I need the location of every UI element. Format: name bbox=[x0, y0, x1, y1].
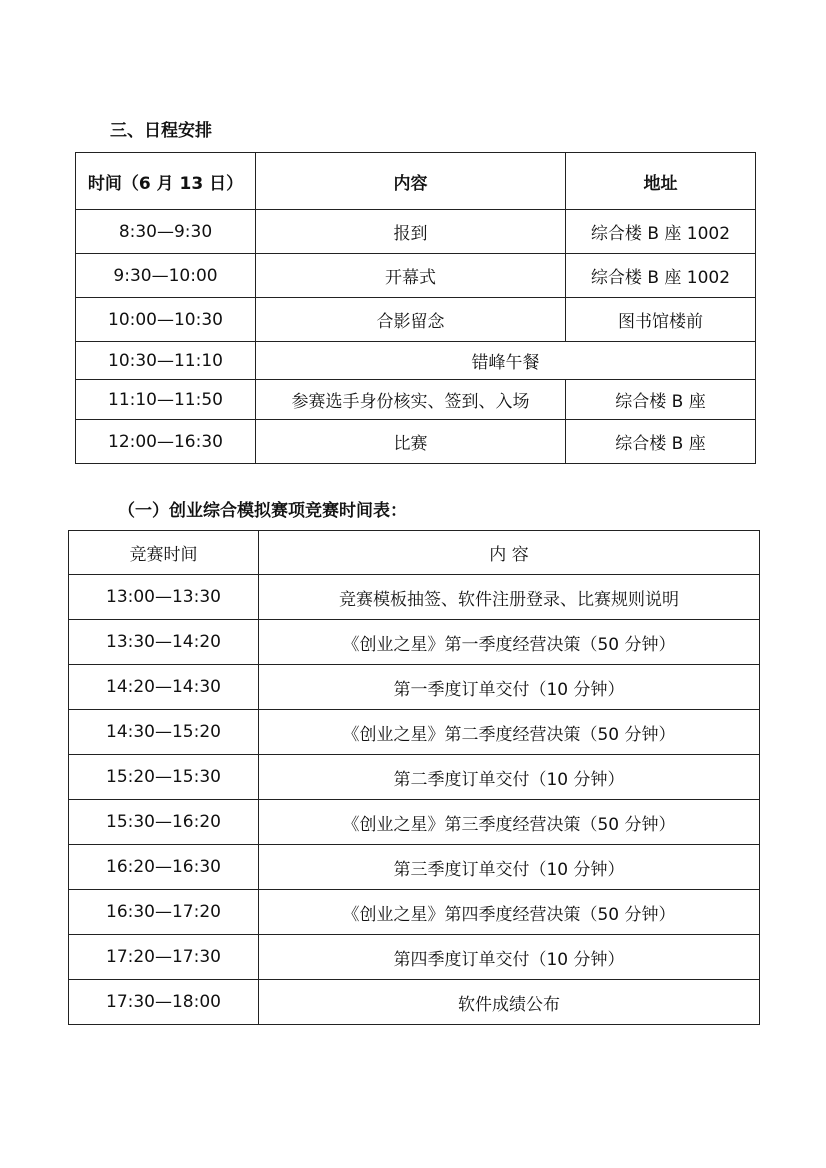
table-row bbox=[69, 620, 760, 665]
header-time: 竞赛时间 bbox=[69, 531, 259, 575]
table-row bbox=[69, 665, 760, 710]
time-cell: 13:30—14:20 bbox=[69, 620, 259, 665]
table-row bbox=[69, 800, 760, 845]
content-cell: 第四季度订单交付（10 分钟） bbox=[259, 935, 760, 980]
location-cell: 综合楼 B 座 1002 bbox=[566, 210, 756, 254]
table-row bbox=[76, 298, 756, 342]
header-content: 内容 bbox=[256, 153, 566, 210]
table-row bbox=[76, 342, 756, 380]
table-header-row bbox=[76, 153, 756, 210]
content-cell: 《创业之星》第四季度经营决策（50 分钟） bbox=[259, 890, 760, 935]
subsection-title: （一）创业综合模拟赛项竞赛时间表： bbox=[118, 501, 407, 521]
table-row bbox=[76, 210, 756, 254]
table-row bbox=[69, 755, 760, 800]
location-cell: 图书馆楼前 bbox=[566, 298, 756, 342]
table-row bbox=[69, 845, 760, 890]
time-cell: 17:30—18:00 bbox=[69, 980, 259, 1025]
table-row bbox=[69, 890, 760, 935]
time-cell: 17:20—17:30 bbox=[69, 935, 259, 980]
content-cell: 参赛选手身份核实、签到、入场 bbox=[256, 380, 566, 420]
table-row bbox=[69, 575, 760, 620]
location-cell: 综合楼 B 座 bbox=[566, 420, 756, 464]
time-cell: 8:30—9:30 bbox=[76, 210, 256, 254]
content-cell: 比赛 bbox=[256, 420, 566, 464]
content-cell: 合影留念 bbox=[256, 298, 566, 342]
time-cell: 15:20—15:30 bbox=[69, 755, 259, 800]
content-cell: 开幕式 bbox=[256, 254, 566, 298]
schedule-table bbox=[75, 152, 756, 464]
section-title: 三、日程安排 bbox=[110, 121, 212, 141]
location-cell: 综合楼 B 座 1002 bbox=[566, 254, 756, 298]
location-cell: 综合楼 B 座 bbox=[566, 380, 756, 420]
time-cell: 13:00—13:30 bbox=[69, 575, 259, 620]
time-cell: 15:30—16:20 bbox=[69, 800, 259, 845]
content-cell: 竞赛模板抽签、软件注册登录、比赛规则说明 bbox=[259, 575, 760, 620]
header-location: 地址 bbox=[566, 153, 756, 210]
table-row bbox=[76, 254, 756, 298]
content-cell: 《创业之星》第二季度经营决策（50 分钟） bbox=[259, 710, 760, 755]
content-cell: 第一季度订单交付（10 分钟） bbox=[259, 665, 760, 710]
content-cell: 第二季度订单交付（10 分钟） bbox=[259, 755, 760, 800]
content-cell: 《创业之星》第三季度经营决策（50 分钟） bbox=[259, 800, 760, 845]
header-time: 时间（6 月 13 日） bbox=[76, 153, 256, 210]
time-cell: 14:30—15:20 bbox=[69, 710, 259, 755]
header-content: 内 容 bbox=[259, 531, 760, 575]
content-cell: 报到 bbox=[256, 210, 566, 254]
content-cell: 第三季度订单交付（10 分钟） bbox=[259, 845, 760, 890]
content-cell: 《创业之星》第一季度经营决策（50 分钟） bbox=[259, 620, 760, 665]
time-cell: 16:30—17:20 bbox=[69, 890, 259, 935]
time-cell: 14:20—14:30 bbox=[69, 665, 259, 710]
table-row bbox=[69, 935, 760, 980]
table-header-row bbox=[69, 531, 760, 575]
content-cell: 错峰午餐 bbox=[256, 342, 756, 380]
time-cell: 16:20—16:30 bbox=[69, 845, 259, 890]
time-cell: 11:10—11:50 bbox=[76, 380, 256, 420]
table-row bbox=[76, 420, 756, 464]
competition-table bbox=[68, 530, 760, 1025]
content-cell: 软件成绩公布 bbox=[259, 980, 760, 1025]
table-row bbox=[76, 380, 756, 420]
table-row bbox=[69, 980, 760, 1025]
time-cell: 9:30—10:00 bbox=[76, 254, 256, 298]
table-row bbox=[69, 710, 760, 755]
time-cell: 10:30—11:10 bbox=[76, 342, 256, 380]
time-cell: 10:00—10:30 bbox=[76, 298, 256, 342]
time-cell: 12:00—16:30 bbox=[76, 420, 256, 464]
